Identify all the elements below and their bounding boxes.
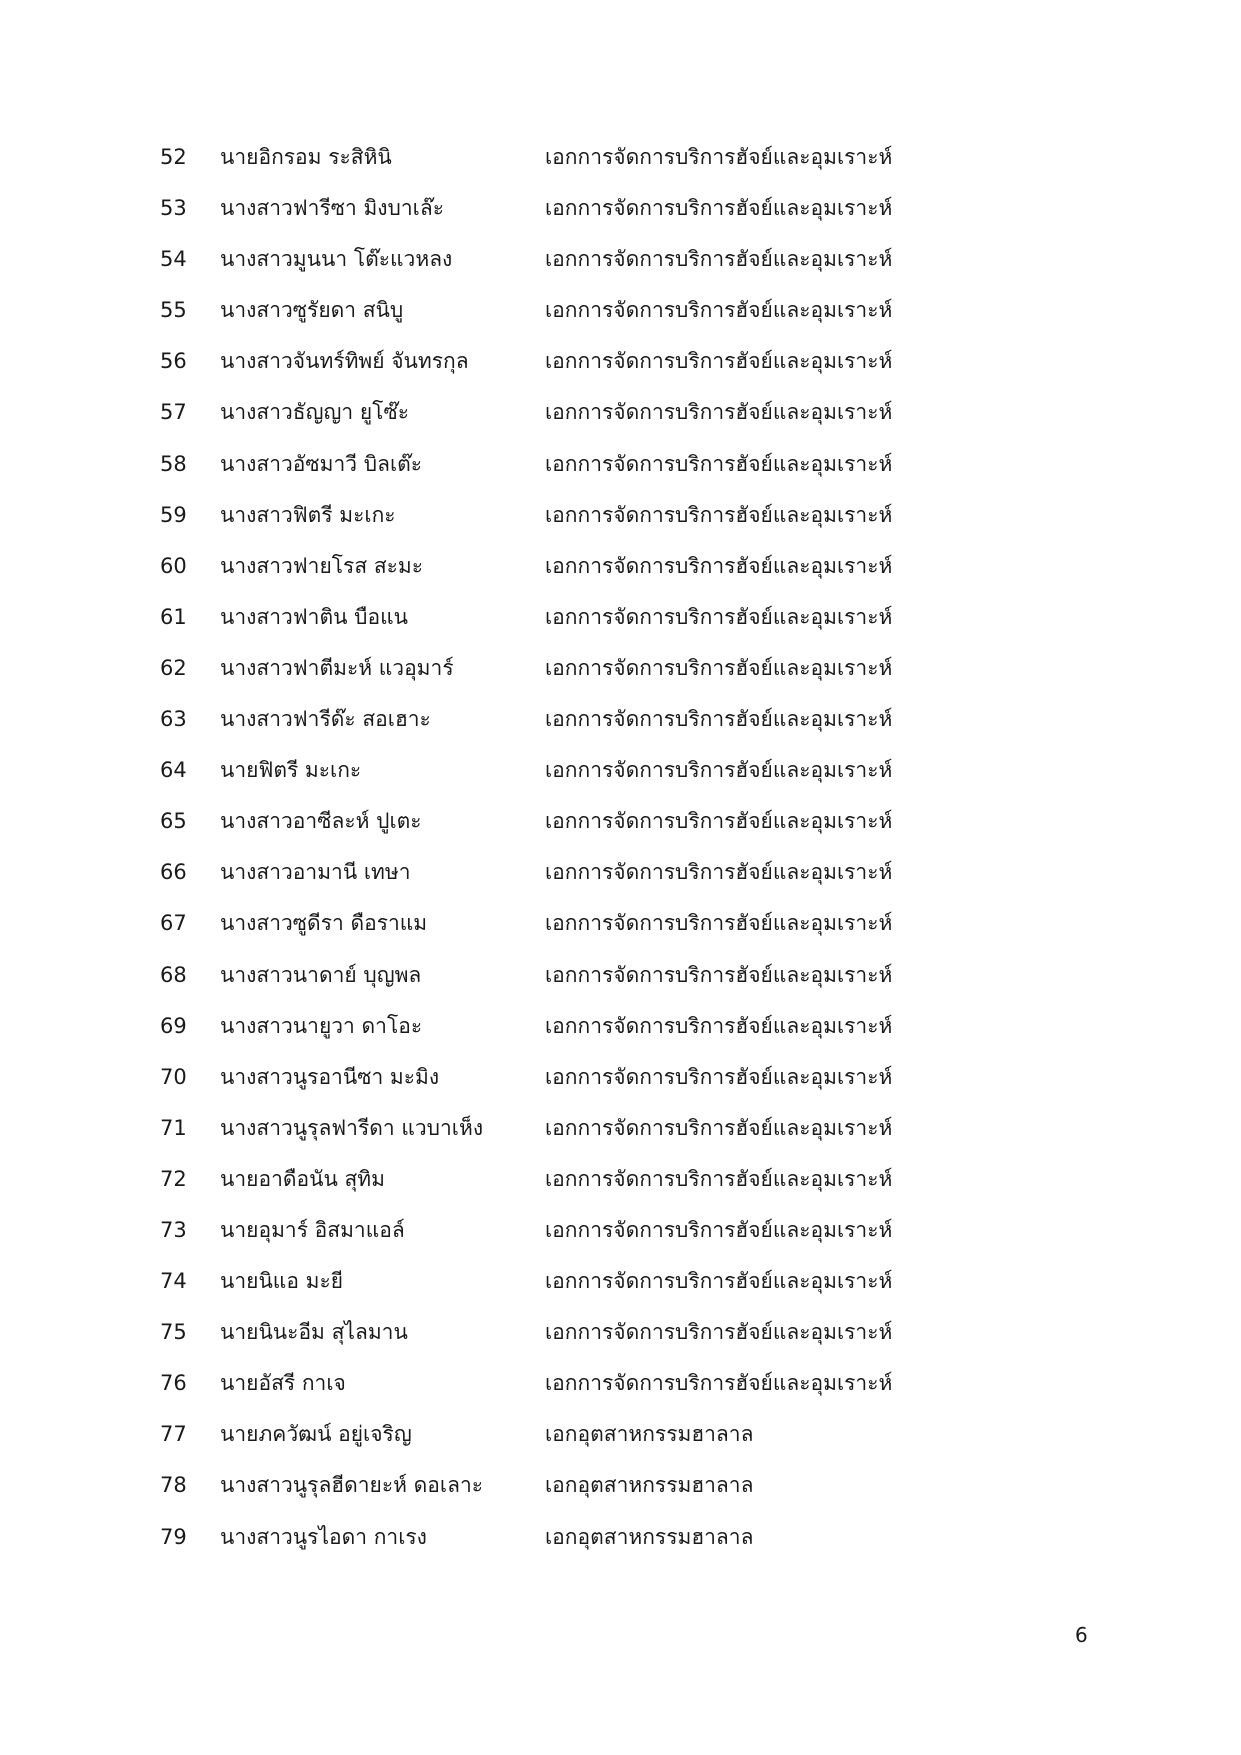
name-list: [0, 132, 1241, 1563]
row-major: เอกการจัดการบริการฮัจย์และอุมเราะห์: [545, 1064, 893, 1089]
list-item: [0, 796, 1241, 847]
list-item: [0, 1307, 1241, 1358]
row-number: 54: [160, 247, 187, 272]
row-name: นางสาวธัญญา ยูโซ๊ะ: [220, 400, 409, 425]
list-item: [0, 592, 1241, 643]
row-name: นางสาวนูรุลฮีดายะห์ ดอเลาะ: [220, 1473, 484, 1498]
row-major: เอกการจัดการบริการฮัจย์และอุมเราะห์: [545, 1115, 893, 1140]
row-major: เอกการจัดการบริการฮัจย์และอุมเราะห์: [545, 247, 893, 272]
row-number: 65: [160, 809, 187, 834]
row-major: เอกการจัดการบริการฮัจย์และอุมเราะห์: [545, 1320, 893, 1345]
row-name: นายภควัฒน์ อยู่เจริญ: [220, 1422, 412, 1447]
row-major: เอกการจัดการบริการฮัจย์และอุมเราะห์: [545, 860, 893, 885]
row-number: 55: [160, 298, 187, 323]
row-major: เอกการจัดการบริการฮัจย์และอุมเราะห์: [545, 400, 893, 425]
row-name: นายอาดือนัน สุทิม: [220, 1166, 385, 1191]
row-name: นางสาวนาดาย์ บุญพล: [220, 962, 422, 987]
row-major: เอกการจัดการบริการฮัจย์และอุมเราะห์: [545, 604, 893, 629]
row-number: 58: [160, 451, 187, 476]
row-number: 74: [160, 1269, 187, 1294]
row-number: 69: [160, 1013, 187, 1038]
list-item: [0, 950, 1241, 1001]
row-name: นางสาวฟาตีมะห์ แวอุมาร์: [220, 655, 454, 680]
row-number: 59: [160, 502, 187, 527]
row-major: เอกอุตสาหกรรมฮาลาล: [545, 1473, 754, 1498]
row-name: นางสาวฟายโรส สะมะ: [220, 553, 424, 578]
row-major: เอกการจัดการบริการฮัจย์และอุมเราะห์: [545, 145, 893, 169]
row-name: นางสาวนูรไอดา กาเรง: [220, 1524, 427, 1549]
row-major: เอกการจัดการบริการฮัจย์และอุมเราะห์: [545, 451, 893, 476]
row-major: เอกการจัดการบริการฮัจย์และอุมเราะห์: [545, 655, 893, 680]
row-name: นางสาวฟารีด๊ะ สอเฮาะ: [220, 707, 431, 732]
row-number: 61: [160, 604, 187, 629]
list-item: [0, 285, 1241, 336]
row-number: 60: [160, 553, 187, 578]
row-name: นางสาวนายูวา ดาโอะ: [220, 1013, 423, 1038]
list-item: [0, 1256, 1241, 1307]
row-major: เอกการจัดการบริการฮัจย์และอุมเราะห์: [545, 196, 893, 221]
row-name: นางสาวซูดีรา ดือราแม: [220, 911, 428, 936]
row-name: นางสาวฟิตรี มะเกะ: [220, 502, 396, 527]
row-name: นายอิกรอม ระสิหินิ: [220, 145, 392, 169]
row-major: เอกการจัดการบริการฮัจย์และอุมเราะห์: [545, 962, 893, 987]
row-name: นางสาวนูรุลฟารีดา แวบาเห็ง: [220, 1115, 484, 1140]
list-item: [0, 132, 1241, 183]
row-number: 57: [160, 400, 187, 425]
row-name: นางสาวนูรอานีซา มะมิง: [220, 1064, 440, 1089]
row-name: นายฟิตรี มะเกะ: [220, 758, 362, 783]
row-name: นางสาวจันทร์ทิพย์ จันทรกุล: [220, 349, 469, 374]
list-item: [0, 336, 1241, 387]
list-item: [0, 1460, 1241, 1511]
row-number: 71: [160, 1115, 187, 1140]
row-major: เอกการจัดการบริการฮัจย์และอุมเราะห์: [545, 911, 893, 936]
row-number: 68: [160, 962, 187, 987]
list-item: [0, 1512, 1241, 1563]
row-major: เอกอุตสาหกรรมฮาลาล: [545, 1422, 754, 1447]
row-major: เอกการจัดการบริการฮัจย์และอุมเราะห์: [545, 502, 893, 527]
row-major: เอกการจัดการบริการฮัจย์และอุมเราะห์: [545, 553, 893, 578]
row-number: 53: [160, 196, 187, 221]
list-item: [0, 1052, 1241, 1103]
list-item: [0, 387, 1241, 438]
row-name: นางสาวฟาติน บือแน: [220, 604, 408, 629]
row-major: เอกการจัดการบริการฮัจย์และอุมเราะห์: [545, 758, 893, 783]
row-major: เอกการจัดการบริการฮัจย์และอุมเราะห์: [545, 1217, 893, 1242]
list-item: [0, 898, 1241, 949]
list-item: [0, 183, 1241, 234]
row-number: 62: [160, 655, 187, 680]
row-number: 78: [160, 1473, 187, 1498]
row-number: 63: [160, 707, 187, 732]
row-number: 64: [160, 758, 187, 783]
list-item: [0, 745, 1241, 796]
row-number: 52: [160, 145, 187, 169]
row-major: เอกอุตสาหกรรมฮาลาล: [545, 1524, 754, 1549]
row-major: เอกการจัดการบริการฮัจย์และอุมเราะห์: [545, 1166, 893, 1191]
list-item: [0, 1154, 1241, 1205]
row-major: เอกการจัดการบริการฮัจย์และอุมเราะห์: [545, 707, 893, 732]
list-item: [0, 694, 1241, 745]
list-item: [0, 439, 1241, 490]
row-name: นายนินะอีม สุไลมาน: [220, 1320, 408, 1345]
row-name: นายนิแอ มะยี: [220, 1269, 344, 1294]
list-item: [0, 1409, 1241, 1460]
row-number: 75: [160, 1320, 187, 1345]
row-number: 67: [160, 911, 187, 936]
list-item: [0, 541, 1241, 592]
row-major: เอกการจัดการบริการฮัจย์และอุมเราะห์: [545, 298, 893, 323]
row-name: นางสาวมูนนา โต๊ะแวหลง: [220, 247, 453, 272]
row-name: นายอุมาร์ อิสมาแอล์: [220, 1217, 405, 1242]
row-number: 70: [160, 1064, 187, 1089]
row-name: นางสาวฟารีซา มิงบาเล๊ะ: [220, 196, 445, 221]
row-name: นางสาวอาซีละห์ ปูเตะ: [220, 809, 422, 834]
row-major: เอกการจัดการบริการฮัจย์และอุมเราะห์: [545, 1371, 893, 1396]
row-number: 76: [160, 1371, 187, 1396]
row-name: นางสาวอามานี เทษา: [220, 860, 411, 885]
page-number: 6: [1075, 1623, 1088, 1647]
row-major: เอกการจัดการบริการฮัจย์และอุมเราะห์: [545, 1013, 893, 1038]
row-name: นางสาวซูรัยดา สนิบู: [220, 298, 404, 323]
row-major: เอกการจัดการบริการฮัจย์และอุมเราะห์: [545, 1269, 893, 1294]
row-name: นางสาวอัซมาวี บิลเต๊ะ: [220, 451, 423, 476]
list-item: [0, 847, 1241, 898]
list-item: [0, 1001, 1241, 1052]
row-number: 79: [160, 1524, 187, 1549]
list-item: [0, 1358, 1241, 1409]
row-name: นายอัสรี กาเจ: [220, 1371, 346, 1396]
list-item: [0, 1205, 1241, 1256]
list-item: [0, 1103, 1241, 1154]
row-major: เอกการจัดการบริการฮัจย์และอุมเราะห์: [545, 809, 893, 834]
row-number: 73: [160, 1217, 187, 1242]
row-number: 77: [160, 1422, 187, 1447]
list-item: [0, 490, 1241, 541]
row-major: เอกการจัดการบริการฮัจย์และอุมเราะห์: [545, 349, 893, 374]
row-number: 56: [160, 349, 187, 374]
row-number: 66: [160, 860, 187, 885]
list-item: [0, 643, 1241, 694]
row-number: 72: [160, 1166, 187, 1191]
list-item: [0, 234, 1241, 285]
